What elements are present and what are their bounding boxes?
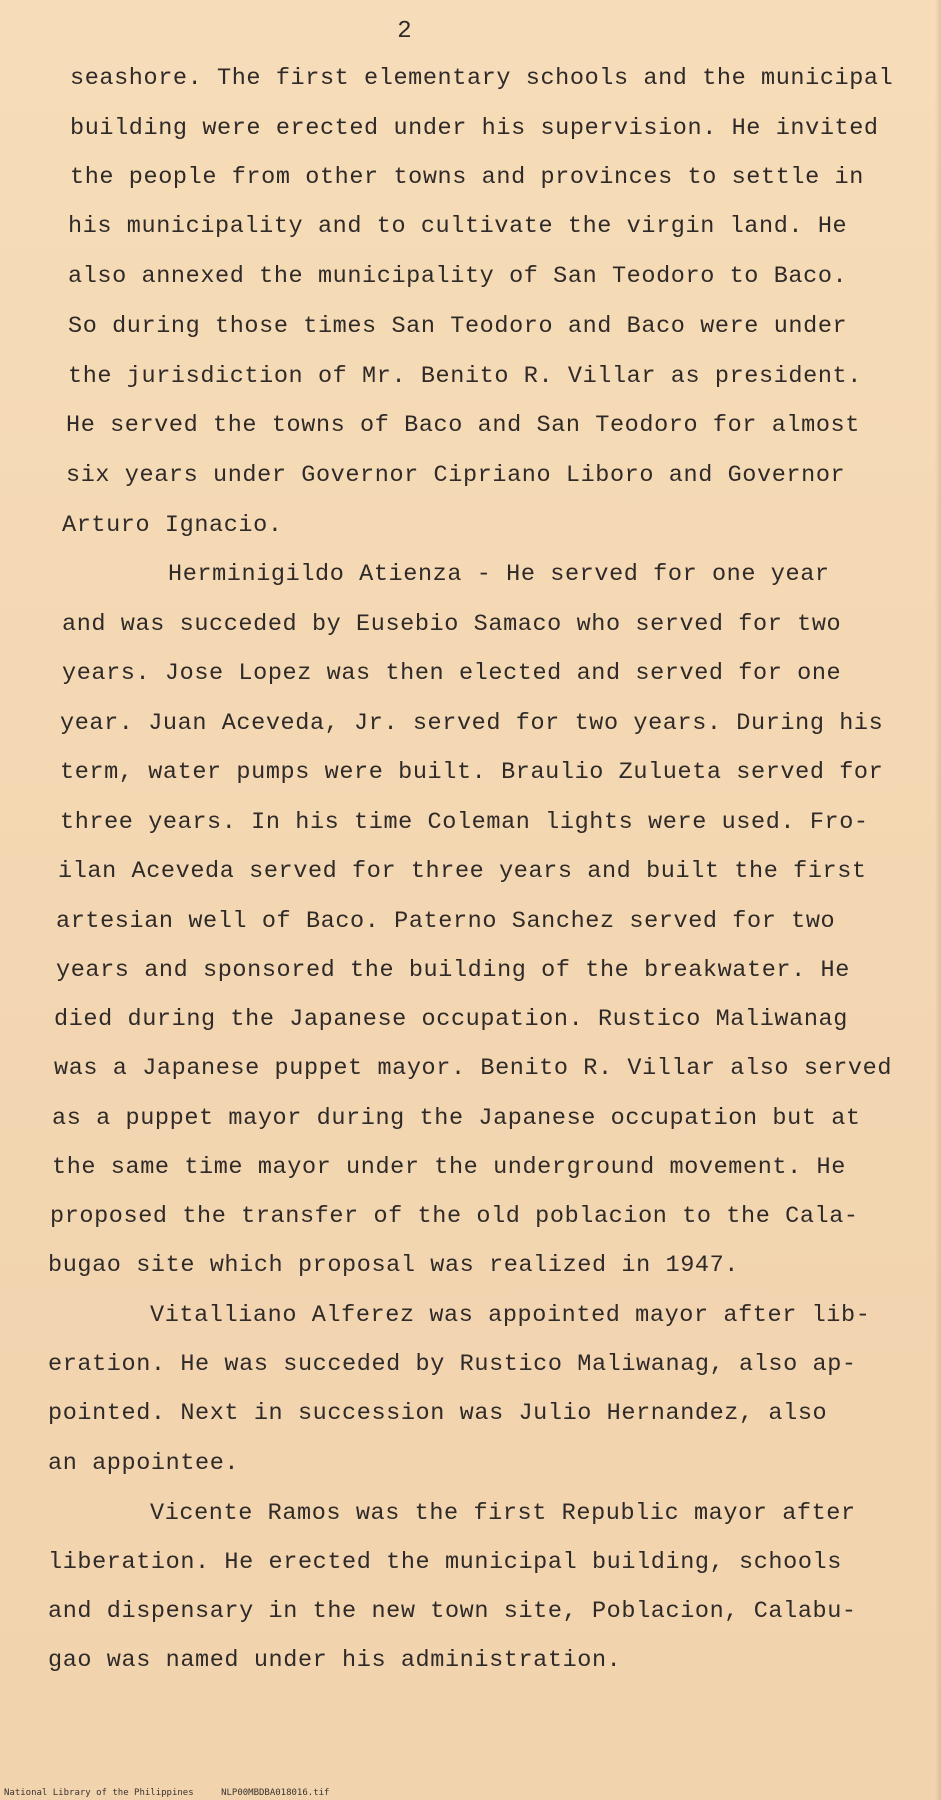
page-number: 2 (397, 18, 413, 45)
page-edge-shadow (935, 0, 941, 1800)
text-line: his municipality and to cultivate the virgin land. He (68, 213, 848, 240)
footer-file: NLP00MBDBA018016.tif (221, 1788, 330, 1798)
text-line: He served the towns of Baco and San Teodoro for almost (66, 412, 860, 439)
text-line: the people from other towns and provinces to settle in (70, 164, 864, 191)
text-line: was a Japanese puppet mayor. Benito R. Villar also served (54, 1055, 893, 1082)
text-line: Vitalliano Alferez was appointed mayor after lib- (150, 1302, 871, 1329)
text-line: year. Juan Aceveda, Jr. served for two years. During his (60, 710, 884, 737)
text-line: three years. In his time Coleman lights were used. Fro- (60, 809, 869, 836)
text-line: also annexed the municipality of San Teodoro to Baco. (68, 263, 848, 290)
text-line: ilan Aceveda served for three years and built the first (58, 858, 867, 885)
text-line: eration. He was succeded by Rustico Maliwanag, also ap- (48, 1351, 857, 1378)
text-line: years. Jose Lopez was then elected and served for one (62, 660, 842, 687)
footer-library: National Library of the Philippines (4, 1788, 194, 1798)
scan-footer (4, 1788, 351, 1798)
text-line: building were erected under his supervision. He invited (70, 115, 879, 142)
text-line: years and sponsored the building of the breakwater. He (56, 957, 850, 984)
text-line: term, water pumps were built. Braulio Zulueta served for (60, 759, 884, 786)
text-line: an appointee. (48, 1450, 240, 1477)
text-line: six years under Governor Cipriano Liboro and Governor (66, 462, 846, 489)
text-line: as a puppet mayor during the Japanese occupation but at (52, 1105, 861, 1132)
text-line: bugao site which proposal was realized in 1947. (48, 1252, 740, 1279)
text-line: liberation. He erected the municipal building, schools (48, 1549, 842, 1576)
text-line: and was succeded by Eusebio Samaco who served for two (62, 611, 842, 638)
text-line: Arturo Ignacio. (62, 512, 283, 539)
text-line: the jurisdiction of Mr. Benito R. Villar as president. (68, 363, 862, 390)
text-line: gao was named under his administration. (48, 1647, 622, 1674)
text-line: died during the Japanese occupation. Rustico Maliwanag (54, 1006, 848, 1033)
text-line: and dispensary in the new town site, Poblacion, Calabu- (48, 1598, 857, 1625)
text-line: Vicente Ramos was the first Republic mayor after (150, 1500, 856, 1527)
text-line: the same time mayor under the underground movement. He (52, 1154, 846, 1181)
text-line: proposed the transfer of the old poblacion to the Cala- (50, 1203, 859, 1230)
text-line: Herminigildo Atienza - He served for one year (168, 561, 830, 588)
text-line: seashore. The first elementary schools and the municipal (70, 65, 894, 92)
text-line: artesian well of Baco. Paterno Sanchez served for two (56, 908, 836, 935)
text-line: So during those times San Teodoro and Baco were under (68, 313, 848, 340)
text-line: pointed. Next in succession was Julio Hernandez, also (48, 1400, 828, 1427)
